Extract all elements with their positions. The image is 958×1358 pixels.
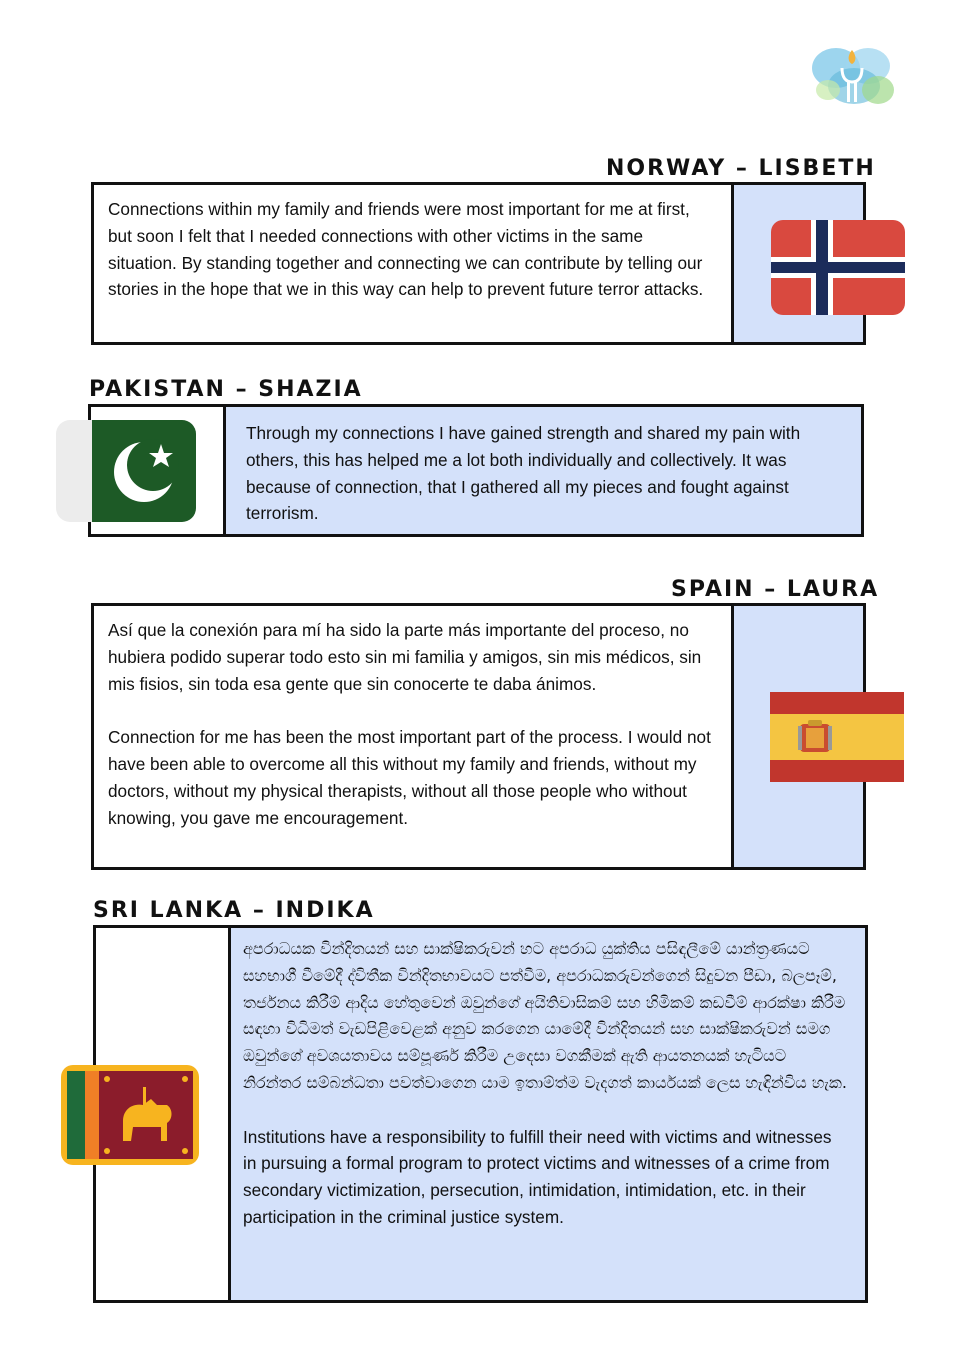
testimony-box-sri-lanka: [93, 925, 868, 1303]
testimony-box-norway: [91, 182, 866, 345]
testimony-paragraph: Connection for me has been the most important part of the process. I would not have been able to overcome all this without my family and friends, without my doctors, without my physical therapists, without all those people who without knowing, you gave me encouragement.: [108, 727, 711, 828]
norway-flag-icon: [771, 220, 905, 315]
organization-logo: [806, 38, 900, 112]
testimony-text-pakistan: [226, 407, 861, 534]
section-heading-sri-lanka: SRI LANKA – INDIKA: [93, 898, 375, 923]
spain-flag-icon: [770, 692, 904, 782]
sri-lanka-flag-icon: [61, 1065, 199, 1165]
testimony-paragraph: Connections within my family and friends were most important for me at first, but soon I felt that I needed connections with other victims in the same situation. By standing together and connecting we can contribute by telling our stories in the hope that we in this way can help to prevent future terror attacks.: [108, 199, 704, 300]
section-heading-spain: SPAIN – LAURA: [671, 577, 880, 602]
testimony-paragraph: Through my connections I have gained strength and shared my pain with others, this has helped me a lot both individually and collectively. It was because of connection, that I gathered all my pieces and fought against terrorism.: [246, 423, 801, 524]
testimony-text-sri-lanka: [231, 928, 865, 1300]
testimony-box-spain: [91, 603, 866, 870]
testimony-text-norway: [94, 185, 734, 342]
watercolor-candle-logo-icon: [806, 38, 900, 112]
testimony-paragraph: Así que la conexión para mí ha sido la parte más importante del proceso, no hubiera podido superar todo esto sin mi familia y amigos, sin mis médicos, sin mis fisios, sin toda esa gente que sin conocerte te daba ánimos.: [108, 620, 702, 694]
section-heading-pakistan: PAKISTAN – SHAZIA: [89, 377, 363, 402]
testimony-box-pakistan: [88, 404, 864, 537]
section-heading-norway: NORWAY – LISBETH: [606, 156, 876, 181]
testimony-paragraph: Institutions have a responsibility to fulfill their need with victims and witnesses in pursuing a formal program to protect victims and witnesses of a crime from secondary victimization, persecution, intimidation, intimidation, etc. in their participation in the criminal justice system.: [243, 1126, 832, 1227]
pakistan-flag-icon: [56, 420, 196, 522]
testimony-paragraph-sinhala: අපරාධයක වින්දිතයන් සහ සාක්ෂිකරුවන් හට අපරාධ යුක්තිය පසිඳලීමේ යාන්ත්‍රණයට සහභාගී වීමේදී ද්විතීක වින්දිතභාවයට පත්වීම, අපරාධකරුවන්ගෙන් සිදුවන පීඩා, බලපෑම්, තර්ජනය කිරීම් ආදිය හේතුවෙන් ඔවුන්ගේ අයිතිවාසිකම් සහ හිමිකම් කඩවීම් ආරක්ෂා කිරීම සඳහා විධිමත් වැඩපිළිවෙළක් අනුව කරගෙන යාමේදී වින්දිතයන් සහ සාක්ෂිකරුවන් සමග ඔවුන්ගේ අවශයතාවය සම්පූර්ණ කිරීම උදෙසා වගකීමක් ඇති ආයතනයක් හැටියට නිරන්තර සම්බන්ධතා පවත්වාගෙන යාම ඉතාම්ත්ම වැදගත් කාර්යයක් ලෙස හැඳින්විය හැක.: [243, 939, 847, 1092]
testimony-text-spain: [94, 606, 734, 867]
